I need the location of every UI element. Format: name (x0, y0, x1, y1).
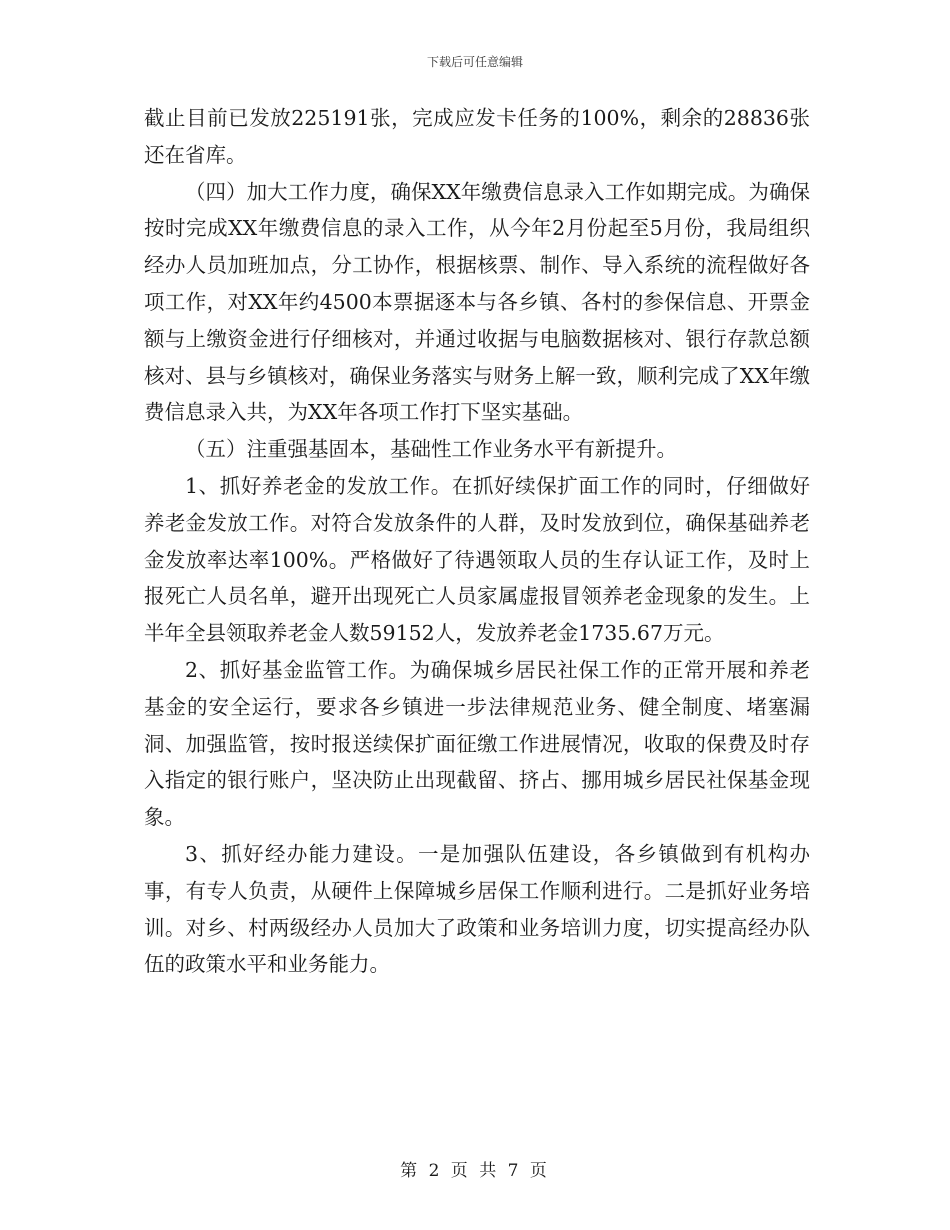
paragraph-capacity-building: 3、抓好经办能力建设。一是加强队伍建设，各乡镇做到有机构办事，有专人负责，从硬件上保障城乡居保工作顺利进行。二是抓好业务培训。对乡、村两级经办人员加大了政策和业务培训力度，切实提高经办队伍的政策水平和业务能力。 (144, 841, 810, 977)
paragraph-section-four: （四）加大工作力度，确保XX年缴费信息录入工作如期完成。为确保按时完成XX年缴费信息的录入工作，从今年2月份起至5月份，我局组织经办人员加班加点，分工协作，根据核票、制作、导入系统的流程做好各项工作，对XX年约4500本票据逐本与各乡镇、各村的参保信息、开票金额与上缴资金进行仔细核对，并通过收据与电脑数据核对、银行存款总额核对、县与乡镇核对，确保业务落实与财务上解一致，顺利完成了XX年缴费信息录入共，为XX年各项工作打下坚实基础。 (144, 179, 810, 425)
document-body (144, 100, 810, 983)
page-header-note: 下载后可任意编辑 (426, 55, 523, 69)
paragraph-card-issuance: 截止目前已发放225191张，完成应发卡任务的100%，剩余的28836张还在省库。 (144, 106, 810, 167)
paragraph-pension-payment: 1、抓好养老金的发放工作。在抓好续保扩面工作的同时，仔细做好养老金发放工作。对符合发放条件的人群，及时发放到位，确保基础养老金发放率达率100%。严格做好了待遇领取人员的生存认证工作，及时上报死亡人员名单，避开出现死亡人员家属虚报冒领养老金现象的发生。上半年全县领取养老金人数59152人，发放养老金1735.67万元。 (144, 473, 810, 646)
paragraph-fund-supervision: 2、抓好基金监管工作。为确保城乡居民社保工作的正常开展和养老基金的安全运行，要求各乡镇进一步法律规范业务、健全制度、堵塞漏洞、加强监管，按时报送续保扩面征缴工作进展情况，收取的保费及时存入指定的银行账户，坚决防止出现截留、挤占、挪用城乡居民社保基金现象。 (144, 657, 810, 830)
paragraph-section-five-heading: （五）注重强基固本，基础性工作业务水平有新提升。 (185, 437, 677, 462)
page-number-footer: 第 2 页 共 7 页 (400, 1161, 550, 1181)
